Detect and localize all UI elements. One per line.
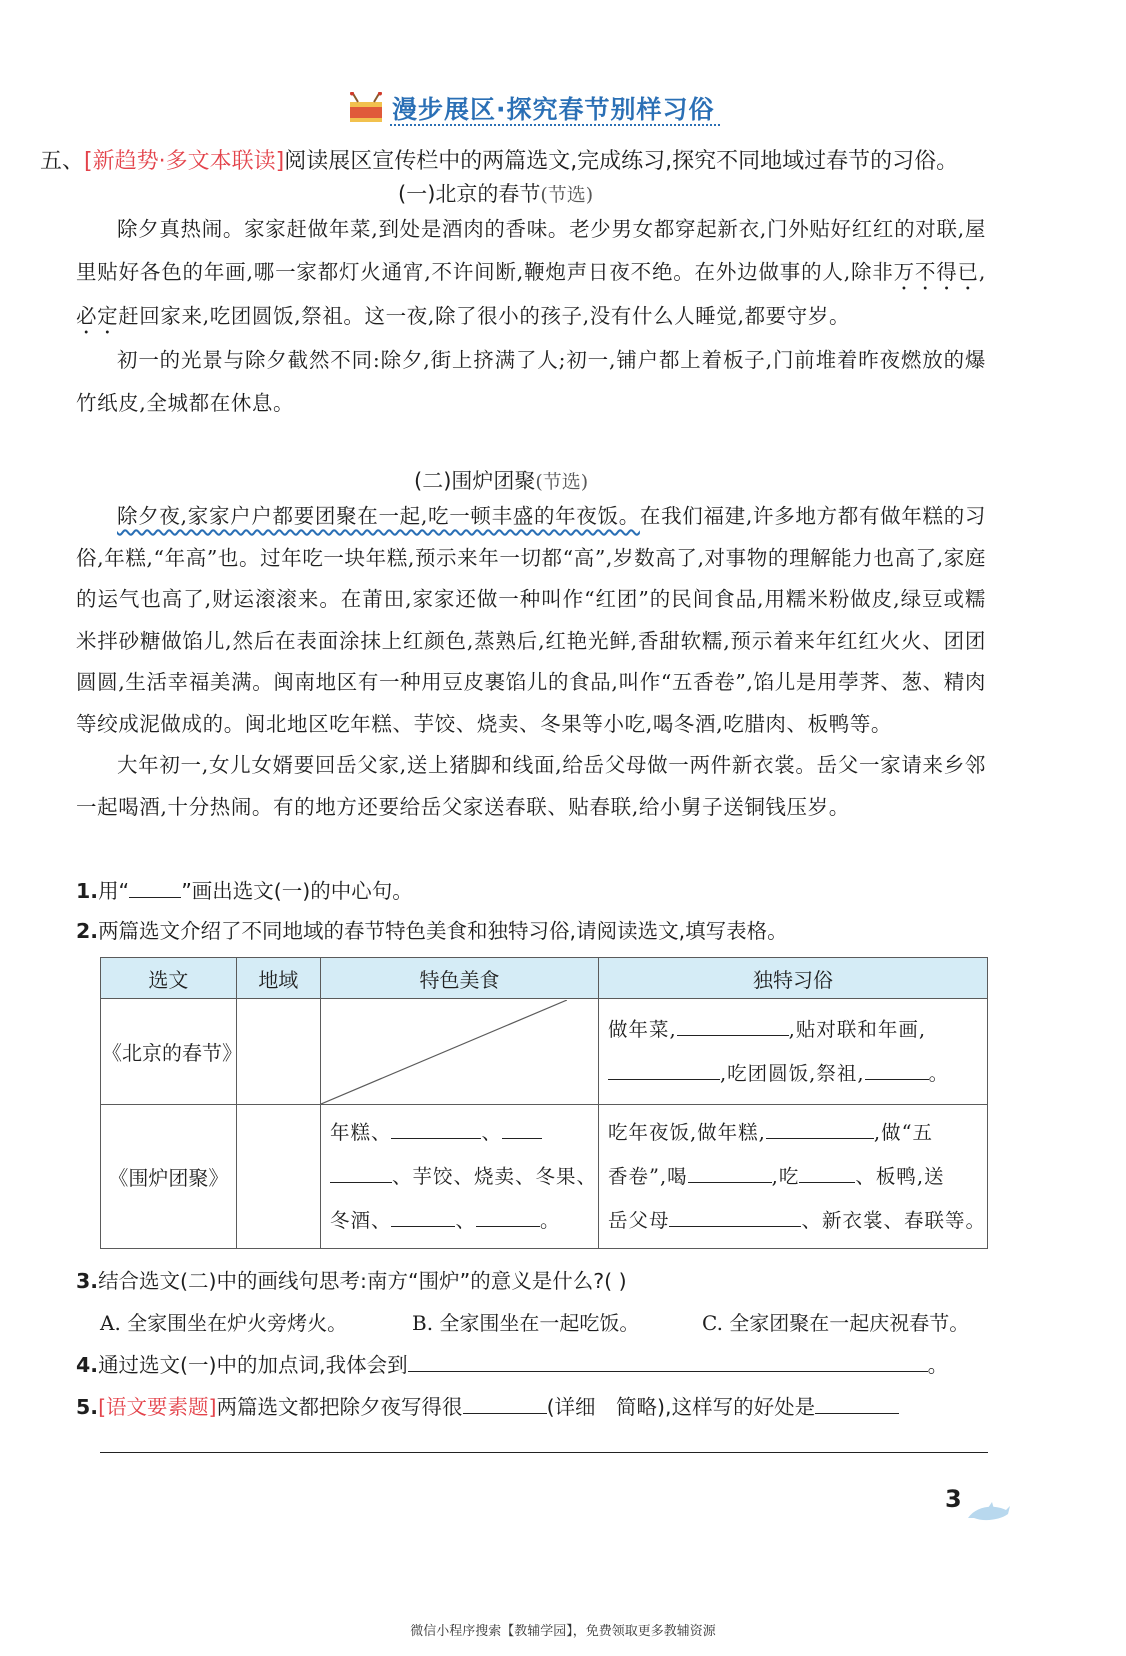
table-cell-title: 《围炉团聚》 [101, 1105, 237, 1249]
passage1-title-text: (一)北京的春节 [398, 182, 541, 206]
cell-text: 。 [539, 1208, 561, 1232]
question-number: 4. [76, 1353, 99, 1377]
passage1-text: 赶回家来,吃团圆饭,祭祖。这一夜,除了很小的孩子,没有什么人睡觉,都要守岁。 [118, 304, 851, 328]
table-cell-food [320, 1105, 598, 1249]
drum-icon [346, 92, 386, 124]
table-header-row [101, 958, 988, 999]
question-text: 用“ [98, 879, 130, 903]
question-tag: [新趋势·多文本联读] [84, 149, 285, 174]
question-text: 通过选文(一)中的加点词,我体会到 [98, 1353, 408, 1377]
option-c[interactable]: C. 全家团聚在一起庆祝春节。 [702, 1311, 970, 1335]
answer-blank[interactable] [391, 1208, 455, 1227]
underlined-sentence: 除夕夜,家家户户都要团聚在一起,吃一顿丰盛的年夜饭。 [117, 504, 640, 528]
answer-blank[interactable] [502, 1120, 542, 1139]
answer-blank[interactable] [608, 1061, 720, 1080]
question-3 [76, 1264, 627, 1294]
answer-blank[interactable] [766, 1120, 874, 1139]
table-cell-region[interactable] [236, 999, 320, 1105]
answer-blank[interactable] [865, 1061, 929, 1080]
option-a[interactable]: A. 全家围坐在炉火旁烤火。 [100, 1311, 348, 1335]
cell-line [322, 1111, 597, 1155]
passage2-title-text: (二)围炉团聚 [414, 469, 536, 493]
cell-text: 岳父母 [607, 1208, 670, 1232]
footer-note: 微信小程序搜索【教辅学园】，免费领取更多教辅资源 [410, 1624, 716, 1639]
passage1-text: 除夕真热闹。家家赶做年菜,到处是酒肉的香味。老少男女都穿起新衣,门外贴好红红的对联,屋里贴好各色的年画,哪一家都灯火通宵,不许间断,鞭炮声日夜不绝。在外边做事的人,除非 [76, 217, 986, 284]
answer-blank[interactable] [677, 1017, 789, 1036]
answer-blank[interactable] [463, 1395, 547, 1414]
cell-text: 、芋饺、烧卖、冬果、 [391, 1164, 597, 1188]
answer-blank[interactable] [476, 1208, 540, 1227]
answer-blank[interactable] [408, 1353, 928, 1372]
answer-blank[interactable] [330, 1164, 392, 1183]
cell-line [600, 1008, 986, 1052]
passage1-title [398, 178, 593, 208]
passage2-paragraph: 大年初一,女儿女婿要回岳父家,送上猪脚和线面,给岳父母做一两件新衣裳。岳父一家请来乡邻一起喝酒,十分热闹。有的地方还要给岳父家送春联、贴春联,给小舅子送铜钱压岁。 [76, 753, 986, 819]
cell-line [600, 1199, 986, 1243]
table-header: 特色美食 [320, 958, 598, 999]
dolphin-icon [966, 1500, 1012, 1526]
question-number: 1. [76, 879, 99, 903]
table-cell-region[interactable] [236, 1105, 320, 1249]
answer-blank[interactable] [129, 879, 181, 898]
cell-text: 、 [481, 1120, 502, 1144]
cell-line [600, 1155, 986, 1199]
question-text: 两篇选文介绍了不同地域的春节特色美食和独特习俗,请阅读选文,填写表格。 [98, 919, 788, 943]
diagonal-line [321, 1000, 567, 1104]
table-header: 选文 [101, 958, 237, 999]
passage1-source: (节选) [540, 184, 594, 206]
cell-text: 冬酒、 [329, 1208, 392, 1232]
table-cell-title: 《北京的春节》 [101, 999, 237, 1105]
passage1-paragraph [76, 208, 986, 339]
question-number: 5. [76, 1395, 99, 1419]
question-5 [76, 1390, 899, 1420]
cell-text: 、板鸭,送 [855, 1164, 945, 1188]
question-text: ”画出选文(一)的中心句。 [181, 879, 413, 903]
question-text: 。 [927, 1353, 949, 1377]
answer-blank[interactable] [688, 1164, 772, 1183]
cell-text: 、新衣裳、春联等。 [801, 1208, 986, 1232]
question-prefix: 五、 [40, 149, 85, 174]
cell-line [322, 1199, 597, 1243]
passage1-body [76, 208, 986, 425]
answer-blank[interactable] [669, 1208, 801, 1227]
cell-text: 吃年夜饭,做年糕, [607, 1120, 766, 1144]
section-header [340, 86, 740, 126]
cell-text: ,做“五 [873, 1120, 934, 1144]
passage2-paragraph [76, 496, 986, 745]
question-text: 阅读展区宣传栏中的两篇选文,完成练习,探究不同地域过春节的习俗。 [284, 149, 959, 174]
cell-line [600, 1111, 986, 1155]
header-title: 漫步展区·探究春节别样习俗 [392, 95, 715, 124]
answer-line[interactable] [100, 1452, 988, 1453]
cell-text: 。 [928, 1061, 950, 1085]
cell-text: ,吃团圆饭,祭祖, [719, 1061, 865, 1085]
answer-blank[interactable] [799, 1164, 855, 1183]
table-header: 独特习俗 [598, 958, 987, 999]
question-number: 2. [76, 919, 99, 943]
cell-line [600, 1052, 986, 1096]
table-cell-custom [598, 1105, 987, 1249]
passage2-text: 在我们福建,许多地方都有做年糕的习俗,年糕,“年高”也。过年吃一块年糕,预示来年一切都“高”,岁数高了,对事物的理解能力也高了,家庭的运气也高了,财运滚滚来。在莆田,家家还做一种叫作“红团”的民间食品,用糯米粉做皮,绿豆或糯米拌砂糖做馅儿,然后在表面涂抹上红颜色,蒸熟后,红艳光鲜,香甜软糯,预示着来年红红火火、团团圆圆,生活幸福美满。闽南地区有一种用豆皮裹馅儿的食品,叫作“五香卷”,馅儿是用荸荠、葱、精肉等绞成泥做成的。闽北地区吃年糕、芋饺、烧卖、冬果等小吃,喝冬酒,吃腊肉、板鸭等。 [76, 504, 986, 736]
table-row [101, 1105, 988, 1249]
dotted-words: 万不得已,必定 [76, 260, 986, 328]
page-number: 3 [945, 1485, 962, 1513]
header-divider [390, 124, 720, 126]
table-header: 地域 [236, 958, 320, 999]
question-tag: [语文要素题] [98, 1395, 217, 1419]
question-text: 结合选文(二)中的画线句思考:南方“围炉”的意义是什么?( ) [98, 1269, 627, 1293]
question-number: 3. [76, 1269, 99, 1293]
answer-blank[interactable] [391, 1120, 481, 1139]
answer-blank[interactable] [815, 1395, 899, 1414]
cell-line [322, 1155, 597, 1199]
table-cell-food-crossed [320, 999, 598, 1105]
option-b[interactable]: B. 全家围坐在一起吃饭。 [412, 1311, 640, 1335]
cell-text: ,贴对联和年画, [788, 1017, 927, 1041]
cell-text: 做年菜, [607, 1017, 677, 1041]
cell-text: 、 [455, 1208, 476, 1232]
question-text: (详细 简略),这样写的好处是 [546, 1395, 816, 1419]
cell-text: 香卷”,喝 [607, 1164, 688, 1188]
cell-text: ,吃 [771, 1164, 800, 1188]
question-4 [76, 1348, 948, 1378]
passage2-title [414, 465, 588, 495]
passage2-body [76, 496, 986, 828]
cell-text: 年糕、 [329, 1120, 392, 1144]
question-1 [76, 874, 413, 904]
table-row [101, 999, 988, 1105]
passage2-source: (节选) [535, 471, 589, 493]
passage1-paragraph: 初一的光景与除夕截然不同:除夕,街上挤满了人;初一,铺户都上着板子,门前堆着昨夜燃放的爆竹纸皮,全城都在休息。 [76, 348, 986, 415]
table-cell-custom [598, 999, 987, 1105]
question-text: 两篇选文都把除夕夜写得很 [216, 1395, 463, 1419]
question-intro [40, 144, 958, 175]
answer-table [100, 957, 988, 1249]
question-2 [76, 914, 788, 944]
